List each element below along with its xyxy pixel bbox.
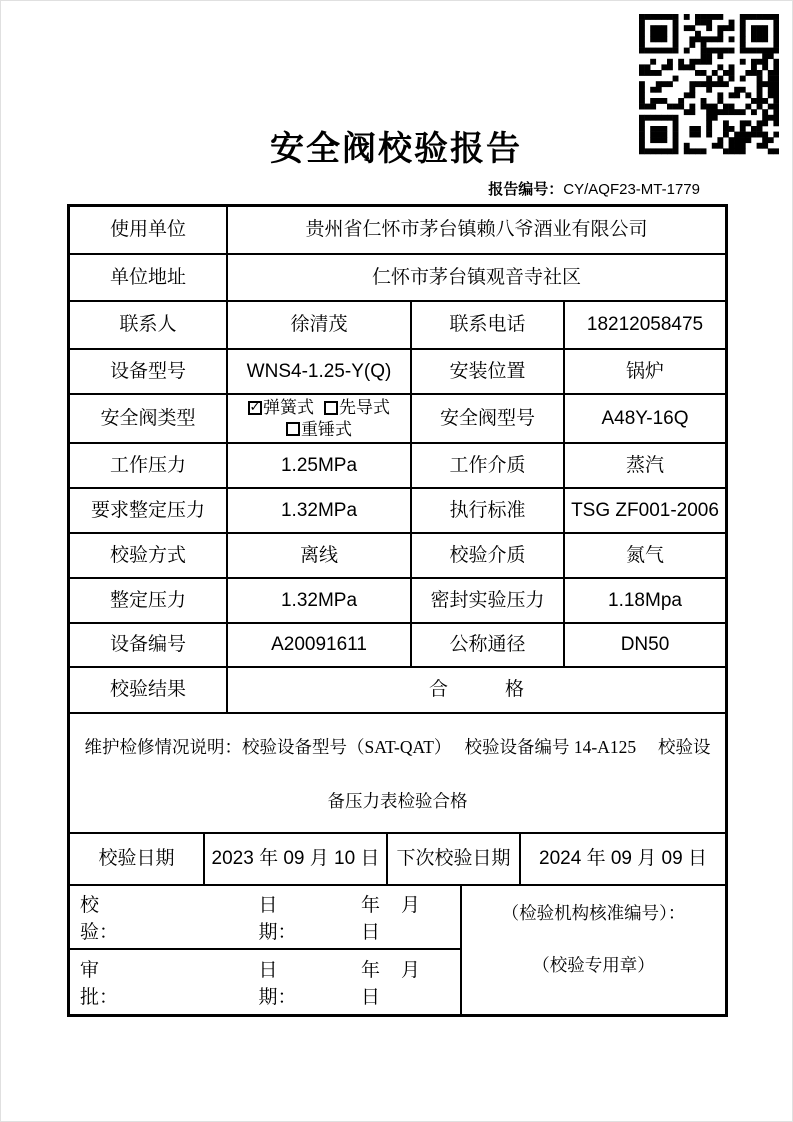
report-number — [488, 178, 700, 199]
verify-label: 校验： — [80, 895, 119, 943]
device-model-value: WNS4-1.25-Y(Q) — [228, 350, 412, 393]
nominal-diameter-label: 公称通径 — [412, 624, 565, 666]
stamp-area — [462, 886, 725, 1014]
seal-test-pressure-label: 密封实验压力 — [412, 579, 565, 622]
row-result — [70, 668, 725, 714]
next-date-value: 2024 年 09 月 09 日 — [539, 848, 707, 870]
working-medium-value: 蒸汽 — [625, 454, 664, 476]
install-position-value: 锅炉 — [625, 360, 664, 382]
unit-address-value: 仁怀市茅台镇观音寺社区 — [371, 266, 581, 288]
unchecked-checkbox-icon — [286, 422, 300, 436]
standard-label: 执行标准 — [412, 489, 565, 532]
report-number-label: 报告编号： — [488, 181, 564, 198]
row-dates — [70, 834, 725, 886]
standard-value: TSG ZF001-2006 — [571, 499, 719, 521]
row-device-model — [70, 350, 725, 395]
valve-model-label: 安全阀型号 — [412, 395, 565, 442]
valve-option-weight-label: 重锤式 — [301, 419, 352, 439]
next-date-label: 下次校验日期 — [388, 834, 521, 884]
verify-ymd: 年 月 日 — [360, 895, 441, 943]
set-pressure-label: 整定压力 — [70, 579, 228, 622]
valve-option-weight — [286, 419, 352, 440]
signature-block — [70, 886, 462, 1014]
seal-test-pressure-value: 1.18Mpa — [608, 589, 682, 611]
valve-option-pilot-label: 先导式 — [339, 398, 390, 418]
unchecked-checkbox-icon — [324, 401, 338, 415]
calibration-seal-label: （校验专用章） — [532, 955, 655, 975]
device-model-label: 设备型号 — [70, 350, 228, 393]
set-pressure-value: 1.32MPa — [228, 579, 412, 622]
required-set-pressure-value: 1.32MPa — [228, 489, 412, 532]
valve-option-spring-label: 弹簧式 — [263, 398, 314, 418]
calibration-date-value: 2023 年 09 月 10 日 — [205, 834, 388, 884]
required-set-pressure-label: 要求整定压力 — [70, 489, 228, 532]
calibration-method-value: 离线 — [228, 534, 412, 577]
working-pressure-value: 1.25MPa — [228, 444, 412, 487]
result-value: 合 格 — [428, 679, 524, 701]
row-required-set-pressure — [70, 489, 725, 534]
install-position-label: 安装位置 — [412, 350, 565, 393]
approve-date-label: 日期： — [258, 960, 297, 1008]
row-device-no — [70, 624, 725, 668]
approve-signature-row — [70, 950, 460, 1014]
calibration-date-label: 校验日期 — [70, 834, 205, 884]
checked-checkbox-icon: ✓ — [249, 400, 261, 416]
calibration-medium-value: 氮气 — [625, 544, 664, 566]
calibration-method-label: 校验方式 — [70, 534, 228, 577]
result-label: 校验结果 — [70, 668, 228, 712]
row-signatures — [70, 886, 725, 1014]
device-no-label: 设备编号 — [70, 624, 228, 666]
nominal-diameter-value: DN50 — [620, 634, 670, 656]
working-pressure-label: 工作压力 — [70, 444, 228, 487]
working-medium-label: 工作介质 — [412, 444, 565, 487]
contact-phone-value: 18212058475 — [586, 314, 704, 336]
valve-model-value: A48Y-16Q — [601, 407, 689, 429]
row-unit-address — [70, 255, 725, 302]
using-unit-label: 使用单位 — [70, 207, 228, 253]
row-maintenance — [70, 714, 725, 834]
verify-signature-row — [70, 886, 460, 950]
contact-phone-label: 联系电话 — [412, 302, 565, 348]
contact-value: 徐清茂 — [228, 302, 412, 348]
calibration-medium-label: 校验介质 — [412, 534, 565, 577]
row-calibration-method — [70, 534, 725, 579]
row-using-unit — [70, 207, 725, 255]
valve-option-spring — [248, 397, 314, 418]
row-contact — [70, 302, 725, 350]
valve-type-options — [228, 395, 412, 442]
row-valve-type — [70, 395, 725, 444]
using-unit-value: 贵州省仁怀市茅台镇赖八爷酒业有限公司 — [305, 219, 648, 241]
valve-type-label: 安全阀类型 — [70, 395, 228, 442]
verify-date-label: 日期： — [258, 895, 297, 943]
row-set-pressure — [70, 579, 725, 624]
unit-address-label: 单位地址 — [70, 255, 228, 300]
report-table — [67, 204, 728, 1017]
contact-label: 联系人 — [70, 302, 228, 348]
valve-option-pilot — [324, 397, 390, 418]
approve-ymd: 年 月 日 — [360, 960, 441, 1008]
maintenance-note: 维护检修情况说明：校验设备型号（SAT-QAT） 校验设备编号 14-A125 校验设备压力表检验合格 — [84, 737, 711, 811]
row-working-pressure — [70, 444, 725, 489]
device-no-value: A20091611 — [228, 624, 412, 666]
approve-label: 审批： — [80, 960, 119, 1008]
agency-approval-no-label: （检验机构核准编号）： — [501, 903, 686, 923]
report-number-value: CY/AQF23-MT-1779 — [563, 181, 700, 198]
page-title: 安全阀校验报告 — [270, 131, 522, 168]
